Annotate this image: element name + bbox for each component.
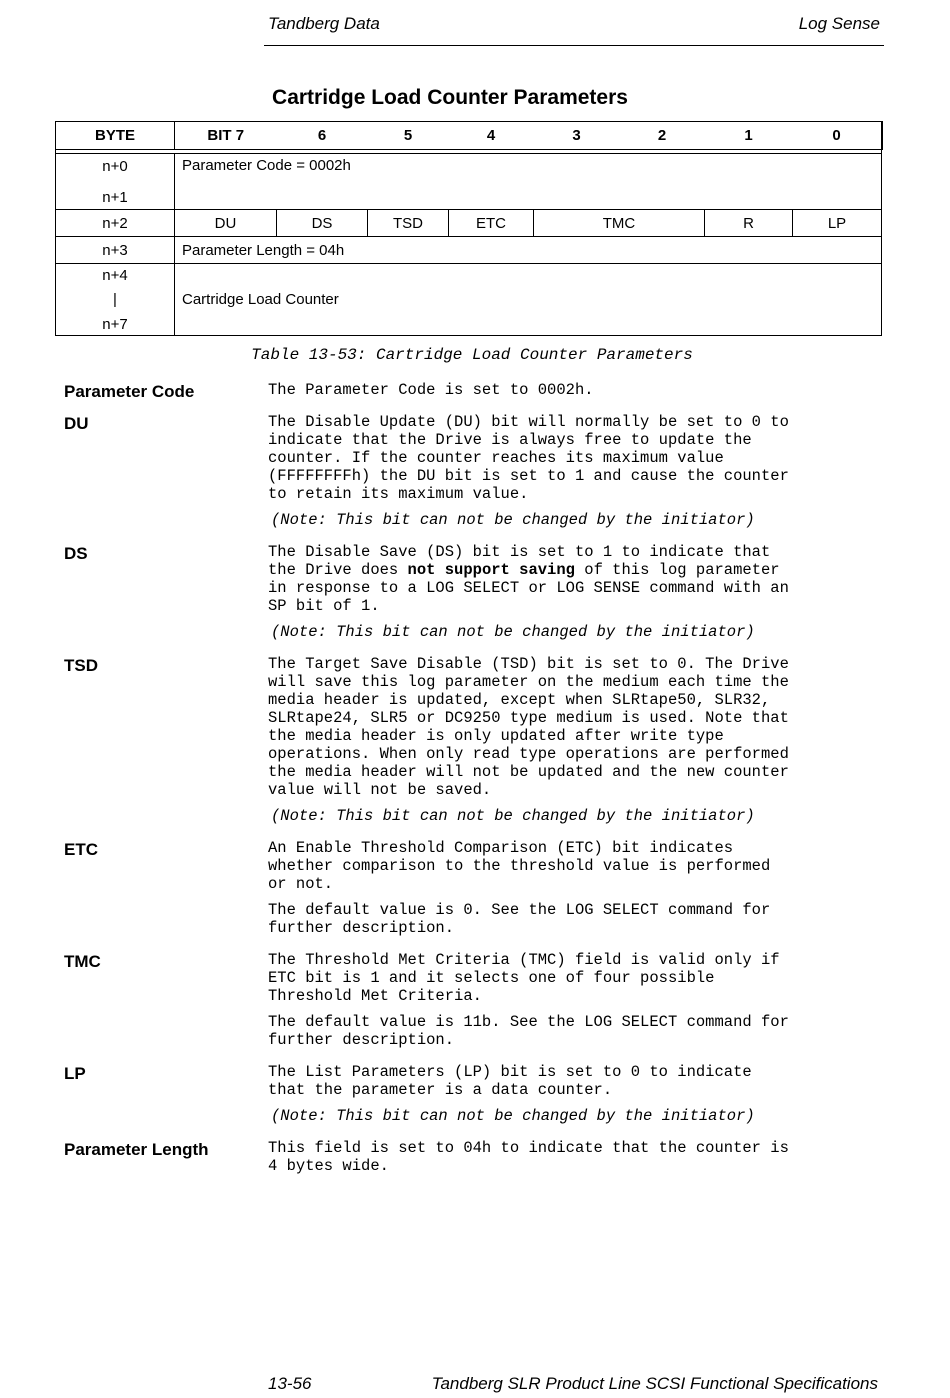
tmc-field-cell: TMC xyxy=(534,210,705,237)
du-bit-cell: DU xyxy=(175,210,277,237)
tsd-bit-cell: TSD xyxy=(368,210,449,237)
definition-term: TSD xyxy=(64,656,98,675)
definition-description xyxy=(268,1063,884,1133)
header-rule xyxy=(264,45,884,46)
definition-description xyxy=(268,413,884,537)
byte-label: n+0 xyxy=(102,157,128,175)
definitions-list xyxy=(64,381,884,1189)
description-text: The List Parameters (LP) bit is set to 0 to indicate that the parameter is a data counter. xyxy=(268,1063,752,1099)
byte-label: n+2 xyxy=(56,210,175,237)
description-text: The Parameter Code is set to 0002h. xyxy=(268,381,594,399)
description-text: The default value is 11b. See the LOG SELECT command for further description. xyxy=(268,1013,789,1049)
byte-label: n+3 xyxy=(56,237,175,264)
definition-item xyxy=(64,413,884,537)
description-text: The Disable Update (DU) bit will normally be set to 0 to indicate that the Drive is always free to update the counter. If the counter reaches its maximum value (FFFFFFFFh) the DU bit is set to 1 and cause the counter to retain its maximum value. xyxy=(268,413,789,503)
bit-2-header: 2 xyxy=(620,122,705,150)
definition-term: TMC xyxy=(64,952,101,971)
byte-label: n+7 xyxy=(102,315,128,333)
description-text xyxy=(268,543,884,615)
definition-description xyxy=(268,1139,884,1183)
counter-cell: Cartridge Load Counter xyxy=(175,264,882,336)
definition-term: ETC xyxy=(64,840,98,859)
table-row xyxy=(56,264,882,336)
definition-description xyxy=(268,543,884,649)
definition-description xyxy=(268,951,884,1057)
table-row xyxy=(56,154,882,210)
bit-0-header: 0 xyxy=(793,122,882,150)
table-header-row xyxy=(56,122,882,150)
table-row xyxy=(56,210,882,237)
description-note: (Note: This bit can not be changed by the initiator) xyxy=(271,1107,755,1125)
definition-item xyxy=(64,839,884,945)
description-text: An Enable Threshold Comparison (ETC) bit indicates whether comparison to the threshold value is performed or not. xyxy=(268,839,771,893)
definition-description xyxy=(268,381,884,407)
ds-bit-cell: DS xyxy=(277,210,368,237)
definition-term: DU xyxy=(64,414,89,433)
lp-bit-cell: LP xyxy=(793,210,882,237)
parameter-code-cell: Parameter Code = 0002h xyxy=(175,154,882,210)
byte-range-bar: | xyxy=(113,291,117,308)
description-text: This field is set to 04h to indicate that the counter is 4 bytes wide. xyxy=(268,1139,789,1175)
definition-item xyxy=(64,1139,884,1183)
byte-label: n+1 xyxy=(102,188,128,206)
definition-item xyxy=(64,655,884,833)
bit-4-header: 4 xyxy=(449,122,534,150)
definition-term: Parameter Length xyxy=(64,1140,209,1159)
table-caption: Table 13-53: Cartridge Load Counter Parameters xyxy=(251,346,693,364)
definition-item xyxy=(64,1063,884,1133)
bit-6-header: 6 xyxy=(277,122,368,150)
description-text: The Threshold Met Criteria (TMC) field is valid only if ETC bit is 1 and it selects one of four possible Threshold Met Criteria. xyxy=(268,951,780,1005)
header-right: Log Sense xyxy=(798,14,880,33)
byte-cell xyxy=(56,154,175,210)
definition-item xyxy=(64,543,884,649)
description-note: (Note: This bit can not be changed by the initiator) xyxy=(271,623,755,641)
bit-3-header: 3 xyxy=(534,122,620,150)
description-note: (Note: This bit can not be changed by the initiator) xyxy=(271,511,755,529)
parameter-table xyxy=(55,121,883,336)
definition-term: LP xyxy=(64,1064,86,1083)
definition-description xyxy=(268,655,884,833)
etc-bit-cell: ETC xyxy=(449,210,534,237)
parameter-length-cell: Parameter Length = 04h xyxy=(175,237,882,264)
byte-cell xyxy=(56,264,175,336)
byte-label: n+4 xyxy=(102,266,128,284)
description-text-part: The Disable Save (DS) bit is set to 1 to indicate that the Drive does xyxy=(268,543,771,579)
definition-description xyxy=(268,839,884,945)
description-text: The default value is 0. See the LOG SELECT command for further description. xyxy=(268,901,771,937)
bit-7-header: BIT 7 xyxy=(175,122,277,150)
table-row xyxy=(56,237,882,264)
page-title: Cartridge Load Counter Parameters xyxy=(272,86,628,109)
header-left: Tandberg Data xyxy=(268,14,380,33)
description-text: The Target Save Disable (TSD) bit is set to 0. The Drive will save this log parameter on the medium each time the media header is updated, except when SLRtape50, SLR32, SLRtape24, SLR5 or DC9250 type medium is used. Note that the media header is only updated after write type operations. When only read type operations are performed the media header will not be updated and the new counter value will not be saved. xyxy=(268,655,789,799)
footer-document-title: Tandberg SLR Product Line SCSI Functional Specifications xyxy=(431,1374,878,1393)
description-emphasis: not support saving xyxy=(407,561,575,579)
description-text-part: of this log parameter in response to a LOG SELECT or LOG SENSE command with an SP bit of 1. xyxy=(268,561,789,615)
r-bit-cell: R xyxy=(705,210,793,237)
footer-page-number: 13-56 xyxy=(268,1374,312,1393)
bit-1-header: 1 xyxy=(705,122,793,150)
definition-item xyxy=(64,951,884,1057)
definition-term: DS xyxy=(64,544,88,563)
description-note: (Note: This bit can not be changed by the initiator) xyxy=(271,807,755,825)
definition-item xyxy=(64,381,884,407)
bit-5-header: 5 xyxy=(368,122,449,150)
byte-header: BYTE xyxy=(56,122,175,150)
definition-term: Parameter Code xyxy=(64,382,195,401)
